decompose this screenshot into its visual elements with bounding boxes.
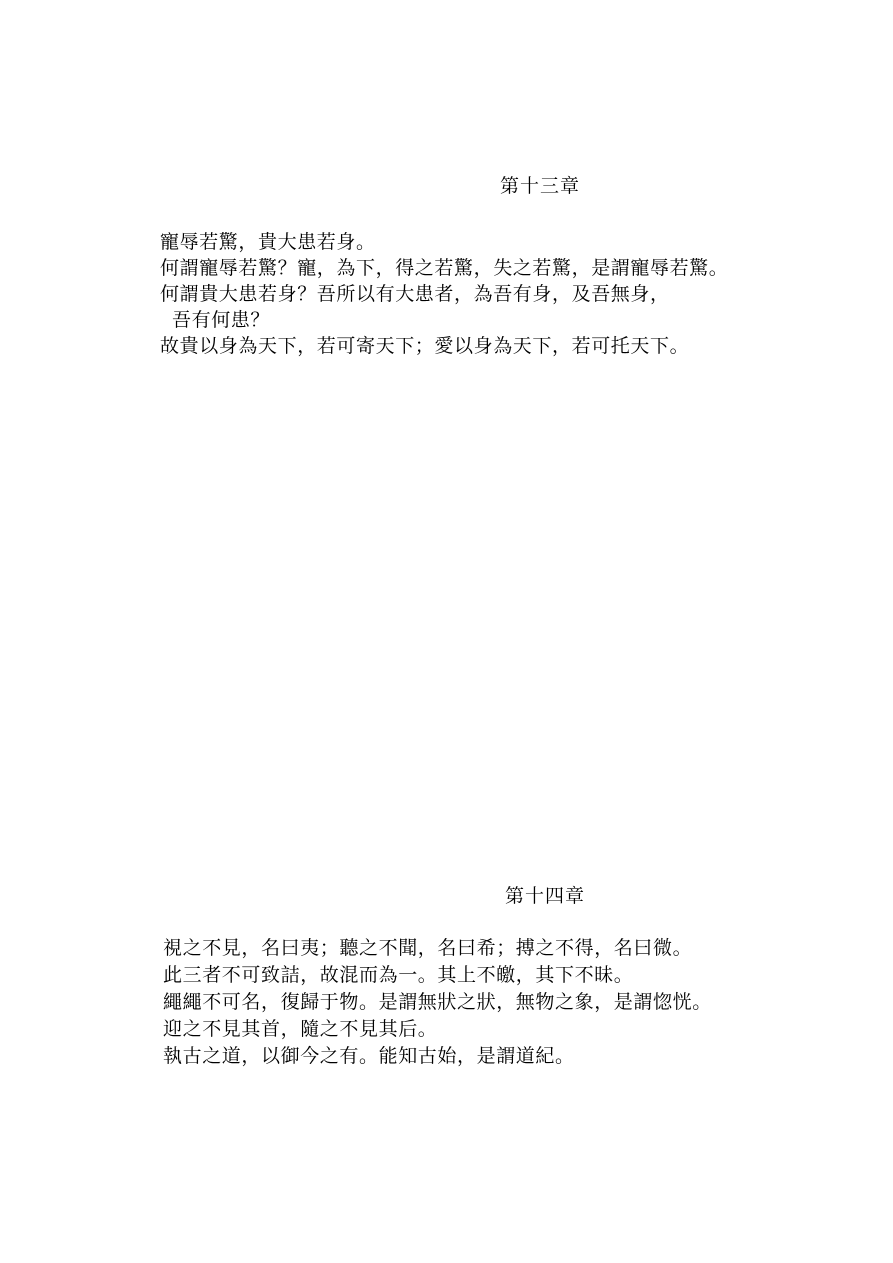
chapter-14-line-4: 迎之不見其首，隨之不見其后。 (163, 1018, 438, 1040)
chapter-14-line-5: 執古之道，以御今之有。能知古始，是謂道紀。 (163, 1045, 575, 1067)
chapter-14-line-3: 繩繩不可名，復歸于物。是謂無狀之狀，無物之象，是謂惚恍。 (163, 991, 712, 1013)
chapter-14-title: 第十四章 (505, 885, 586, 907)
chapter-13-line-2: 何謂寵辱若驚？寵，為下，得之若驚，失之若驚，是謂寵辱若驚。 (160, 257, 729, 279)
chapter-13-line-5: 故貴以身為天下，若可寄天下；愛以身為天下，若可托天下。 (160, 335, 690, 357)
chapter-13-line-1: 寵辱若驚，貴大患若身。 (160, 231, 376, 253)
chapter-13-title: 第十三章 (500, 175, 581, 197)
chapter-13-line-3: 何謂貴大患若身？吾所以有大患者，為吾有身，及吾無身， (160, 283, 670, 305)
chapter-14-line-1: 視之不見，名曰夷；聽之不聞，名曰希；搏之不得，名曰微。 (163, 937, 693, 959)
chapter-13-line-4: 吾有何患？ (172, 309, 271, 331)
chapter-14-line-2: 此三者不可致詰，故混而為一。其上不皦，其下不昧。 (163, 964, 634, 986)
